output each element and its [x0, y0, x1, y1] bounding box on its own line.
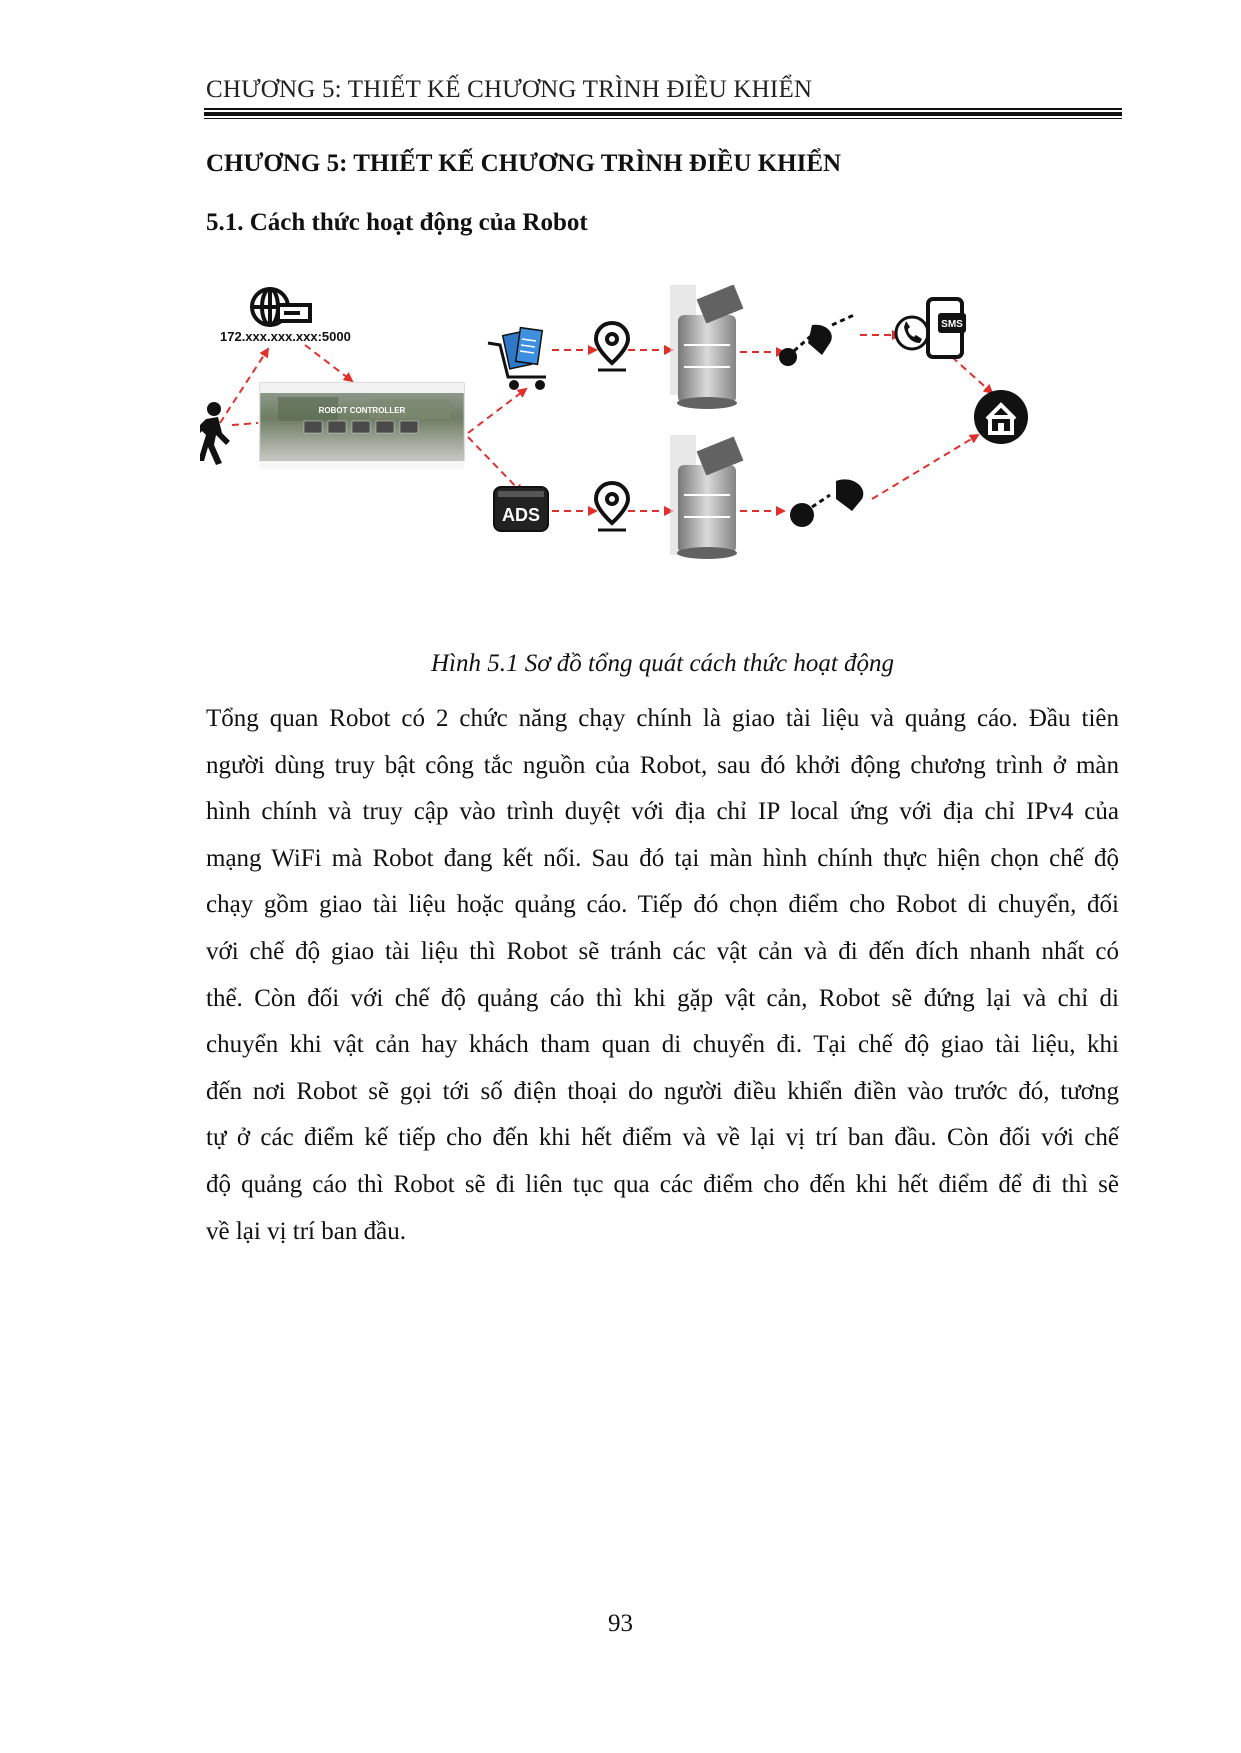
- controller-buttons: [304, 421, 418, 433]
- header-rule: [204, 112, 1122, 116]
- body-paragraph: [206, 696, 1119, 1255]
- figure-operation-diagram: [200, 285, 1160, 645]
- ads-label: ADS: [501, 505, 541, 525]
- route-icon: [790, 479, 863, 527]
- globe-server-icon: [252, 289, 310, 325]
- phone-sms-icon: [896, 299, 966, 357]
- route-icon: [779, 315, 854, 366]
- arrow-user-to-controller: [232, 423, 258, 425]
- body-line: với chế độ giao tài liệu thì Robot sẽ tránh các vật cản và đi đến đích nhanh nhất có: [206, 937, 1119, 965]
- body-line: thể. Còn đối với chế độ quảng cáo thì khi gặp vật cản, Robot sẽ đứng lại và chỉ di: [206, 984, 1119, 1012]
- document-cart-icon: [488, 328, 546, 390]
- sms-label: SMS: [941, 319, 963, 330]
- walking-person-icon: [200, 402, 230, 465]
- location-pin-icon: [596, 323, 628, 370]
- arrow-ip-to-controller: [305, 345, 352, 381]
- robot-image: [670, 435, 743, 559]
- body-line: Tổng quan Robot có 2 chức năng chạy chính là giao tài liệu và quảng cáo. Đầu tiên: [206, 705, 1119, 732]
- header-rule: [204, 108, 1122, 110]
- body-line: chạy gồm giao tài liệu hoặc quảng cáo. Tiếp đó chọn điểm cho Robot di chuyển, đối: [206, 891, 1119, 919]
- section-title: 5.1. Cách thức hoạt động của Robot: [206, 209, 588, 236]
- arrow-controller-to-ads: [468, 437, 522, 493]
- controller-title: ROBOT CONTROLLER: [318, 406, 406, 415]
- ip-address-label: 172.xxx.xxx.xxx:5000: [220, 329, 351, 344]
- chapter-title: CHƯƠNG 5: THIẾT KẾ CHƯƠNG TRÌNH ĐIỀU KHIỂN: [206, 150, 842, 177]
- page-number: 93: [608, 1610, 633, 1637]
- controller-screenshot: [260, 383, 464, 469]
- arrow-controller-to-delivery: [468, 389, 526, 433]
- body-line: người dùng truy bật công tắc nguồn của Robot, sau đó khởi động chương trình ở màn: [206, 751, 1119, 779]
- running-header: CHƯƠNG 5: THIẾT KẾ CHƯƠNG TRÌNH ĐIỀU KHIỂN: [206, 76, 813, 103]
- body-line: về lại vị trí ban đầu.: [206, 1217, 406, 1245]
- header-rule: [204, 118, 1122, 119]
- body-line: hình chính và truy cập vào trình duyệt với địa chỉ IP local ứng với địa chỉ IPv4 của: [206, 798, 1119, 826]
- body-line: đến nơi Robot sẽ gọi tới số điện thoại do người điều khiển điền vào trước đó, tương: [206, 1077, 1119, 1105]
- diagram-svg: [200, 285, 1160, 645]
- robot-image: [670, 285, 743, 409]
- arrow-phone-to-home: [952, 357, 992, 393]
- home-icon: [974, 390, 1028, 444]
- ads-icon: [494, 487, 548, 531]
- location-pin-icon: [596, 483, 628, 530]
- figure-caption: Hình 5.1 Sơ đồ tổng quát cách thức hoạt động: [430, 650, 895, 677]
- body-line: tự ở các điểm kế tiếp cho đến khi hết điểm và về lại vị trí ban đầu. Còn đối với chế: [206, 1124, 1119, 1152]
- arrow-path2-to-home: [872, 435, 978, 499]
- body-line: chuyển khi vật cản hay khách tham quan di chuyển đi. Tại chế độ giao tài liệu, khi: [206, 1031, 1119, 1059]
- body-line: độ quảng cáo thì Robot sẽ đi liên tục qua các điểm cho đến khi hết điểm để đi thì sẽ: [206, 1170, 1119, 1198]
- body-line: mạng WiFi mà Robot đang kết nối. Sau đó tại màn hình chính thực hiện chọn chế độ: [206, 844, 1119, 872]
